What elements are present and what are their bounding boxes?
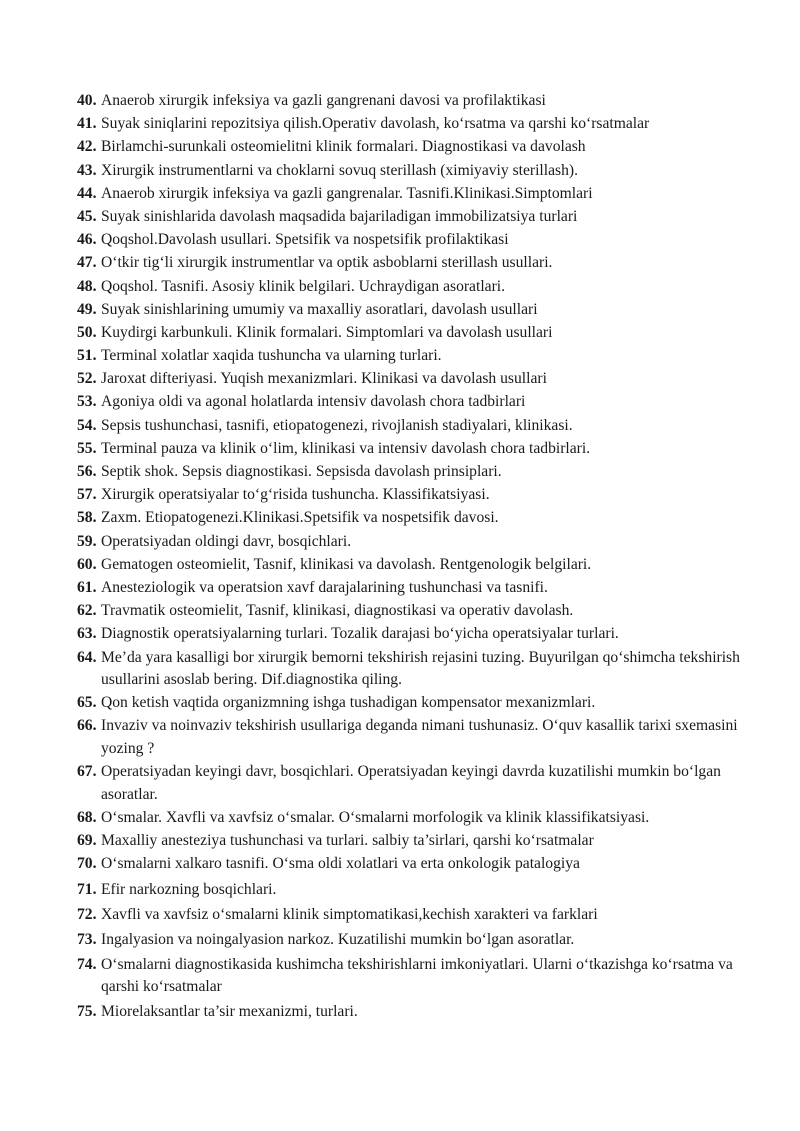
list-item <box>77 438 757 461</box>
list-item <box>77 647 757 692</box>
question-number: 48. <box>77 277 97 295</box>
question-number: 47. <box>77 254 97 272</box>
question-text: Maxalliy anesteziya tushunchasi va turlari. salbiy ta’sirlari, qarshi ko‘rsatmalar <box>101 832 594 850</box>
question-text: Suyak sinishlarining umumiy va maxalliy asoratlari, davolash usullari <box>101 300 538 318</box>
list-item <box>77 461 757 484</box>
question-number: 63. <box>77 625 97 643</box>
list-item <box>77 929 757 952</box>
question-number: 49. <box>77 300 97 318</box>
question-number: 40. <box>77 92 97 109</box>
list-item <box>77 904 757 927</box>
list-item <box>77 1001 757 1024</box>
question-list <box>77 90 757 1025</box>
question-text: O‘smalarni xalkaro tasnifi. O‘sma oldi xolatlari va erta onkologik patalogiya <box>101 855 580 873</box>
question-number: 41. <box>77 115 97 133</box>
question-text: Terminal pauza va klinik o‘lim, klinikasi va intensiv davolash chora tadbirlari. <box>101 439 591 457</box>
question-text: Septik shok. Sepsis diagnostikasi. Sepsisda davolash prinsiplari. <box>101 463 502 480</box>
question-text: Efir narkozning bosqichlari. <box>101 880 277 898</box>
question-text: Terminal xolatlar xaqida tushuncha va ularning turlari. <box>101 347 442 365</box>
question-number: 42. <box>77 138 97 156</box>
question-text: Gematogen osteomielit, Tasnif, klinikasi va davolash. Rentgenologik belgilari. <box>101 555 592 573</box>
question-number: 53. <box>77 393 97 411</box>
list-item <box>77 415 757 438</box>
question-number: 62. <box>77 602 97 620</box>
question-number: 65. <box>77 694 97 712</box>
list-item <box>77 113 757 136</box>
list-item <box>77 276 757 299</box>
list-item <box>77 807 757 830</box>
question-text: Jaroxat difteriyasi. Yuqish mexanizmlari. Klinikasi va davolash usullari <box>101 370 547 388</box>
list-item <box>77 623 757 646</box>
question-text: Anaerob xirurgik infeksiya va gazli gangrenalar. Tasnifi.Klinikasi.Simptomlari <box>101 184 593 202</box>
question-number: 51. <box>77 347 97 365</box>
list-item <box>77 554 757 577</box>
question-text: Xirurgik instrumentlarni va choklarni sovuq sterillash (ximiyaviy sterillash). <box>101 161 578 179</box>
question-text: Kuydirgi karbunkuli. Klinik formalari. Simptomlari va davolash usullari <box>101 323 553 341</box>
question-text: Operatsiyadan keyingi davr, bosqichlari. Operatsiyadan keyingi davrda kuzatilishi mumkin bo‘lgan asoratlar. <box>101 763 721 803</box>
list-item <box>77 368 757 391</box>
question-text: Anesteziologik va operatsion xavf darajalarining tushunchasi va tasnifi. <box>101 578 548 596</box>
list-item <box>77 830 757 853</box>
list-item <box>77 484 757 507</box>
list-item <box>77 391 757 414</box>
question-text: Travmatik osteomielit, Tasnif, klinikasi, diagnostikasi va operativ davolash. <box>101 602 574 620</box>
question-number: 74. <box>77 955 97 973</box>
question-number: 59. <box>77 532 97 550</box>
question-text: Xavfli va xavfsiz o‘smalarni klinik simptomatikasi,kechish xarakteri va farklari <box>101 905 598 923</box>
question-text: Qoqshol.Davolash usullari. Spetsifik va nospetsifik profilaktikasi <box>101 231 509 249</box>
question-number: 75. <box>77 1003 97 1021</box>
list-item <box>77 531 757 554</box>
list-item <box>77 136 757 159</box>
question-text: Agoniya oldi va agonal holatlarda intensiv davolash chora tadbirlari <box>101 393 526 411</box>
question-text: Operatsiyadan oldingi davr, bosqichlari. <box>101 532 352 550</box>
list-item <box>77 761 757 806</box>
question-number: 58. <box>77 509 97 527</box>
question-text: O‘smalarni diagnostikasida kushimcha tekshirishlarni imkoniyatlari. Ularni o‘tkazishga ko‘rsatma va qarshi ko‘rsatmalar <box>101 955 733 996</box>
question-number: 50. <box>77 323 97 341</box>
question-number: 73. <box>77 930 97 948</box>
question-text: Qon ketish vaqtida organizmning ishga tushadigan kompensator mexanizmlari. <box>101 694 596 712</box>
list-item <box>77 692 757 715</box>
list-item <box>77 853 757 876</box>
question-text: Zaxm. Etiopatogenezi.Klinikasi.Spetsifik va nospetsifik davosi. <box>101 509 499 527</box>
question-number: 71. <box>77 880 97 898</box>
list-item <box>77 160 757 183</box>
question-number: 56. <box>77 463 97 480</box>
question-number: 46. <box>77 231 97 249</box>
list-item <box>77 577 757 600</box>
question-number: 45. <box>77 207 97 225</box>
question-number: 57. <box>77 486 97 504</box>
list-item <box>77 879 757 902</box>
question-number: 67. <box>77 763 97 781</box>
question-number: 69. <box>77 832 97 850</box>
question-number: 68. <box>77 809 97 827</box>
list-item <box>77 206 757 229</box>
question-number: 72. <box>77 905 97 923</box>
list-item <box>77 507 757 530</box>
list-item <box>77 322 757 345</box>
question-text: Miorelaksantlar ta’sir mexanizmi, turlari. <box>101 1003 358 1021</box>
question-number: 61. <box>77 578 97 596</box>
list-item <box>77 600 757 623</box>
question-number: 54. <box>77 416 97 434</box>
list-item <box>77 90 757 113</box>
question-text: Ingalyasion va noingalyasion narkoz. Kuzatilishi mumkin bo‘lgan asoratlar. <box>101 930 575 948</box>
list-item <box>77 252 757 275</box>
question-text: Qoqshol. Tasnifi. Asosiy klinik belgilari. Uchraydigan asoratlari. <box>101 277 505 295</box>
list-item <box>77 715 757 760</box>
question-text: Sepsis tushunchasi, tasnifi, etiopatogenezi, rivojlanish stadiyalari, klinikasi. <box>101 416 573 434</box>
question-text: Invaziv va noinvaziv tekshirish usullariga deganda nimani tushunasiz. O‘quv kasallik tarixi sxemasini yozing ? <box>101 717 738 758</box>
question-text: O‘smalar. Xavfli va xavfsiz o‘smalar. O‘smalarni morfologik va klinik klassifikatsiyasi. <box>101 809 650 827</box>
question-text: Suyak sinishlarida davolash maqsadida bajariladigan immobilizatsiya turlari <box>101 207 578 225</box>
question-number: 60. <box>77 555 97 573</box>
question-text: Suyak siniqlarini repozitsiya qilish.Operativ davolash, ko‘rsatma va qarshi ko‘rsatmalar <box>101 115 650 133</box>
question-number: 66. <box>77 717 97 735</box>
question-text: Anaerob xirurgik infeksiya va gazli gangrenani davosi va profilaktikasi <box>101 92 546 109</box>
list-item <box>77 183 757 206</box>
list-item <box>77 299 757 322</box>
list-item <box>77 954 757 999</box>
list-item <box>77 345 757 368</box>
question-text: O‘tkir tig‘li xirurgik instrumentlar va optik asboblarni sterillash usullari. <box>101 254 553 272</box>
question-number: 52. <box>77 370 97 388</box>
list-item <box>77 229 757 252</box>
question-text: Birlamchi-surunkali osteomielitni klinik formalari. Diagnostikasi va davolash <box>101 138 586 156</box>
question-number: 55. <box>77 439 97 457</box>
question-number: 70. <box>77 855 97 873</box>
question-text: Xirurgik operatsiyalar to‘g‘risida tushuncha. Klassifikatsiyasi. <box>101 486 490 504</box>
question-number: 44. <box>77 184 97 202</box>
question-text: Me’da yara kasalligi bor xirurgik bemorni tekshirish rejasini tuzing. Buyurilgan qo‘shimcha tekshirish usullarini asoslab bering. Dif.diagnostika qiling. <box>101 648 740 689</box>
question-number: 64. <box>77 648 97 666</box>
question-text: Diagnostik operatsiyalarning turlari. Tozalik darajasi bo‘yicha operatsiyalar turlari. <box>101 625 619 643</box>
question-number: 43. <box>77 161 97 179</box>
